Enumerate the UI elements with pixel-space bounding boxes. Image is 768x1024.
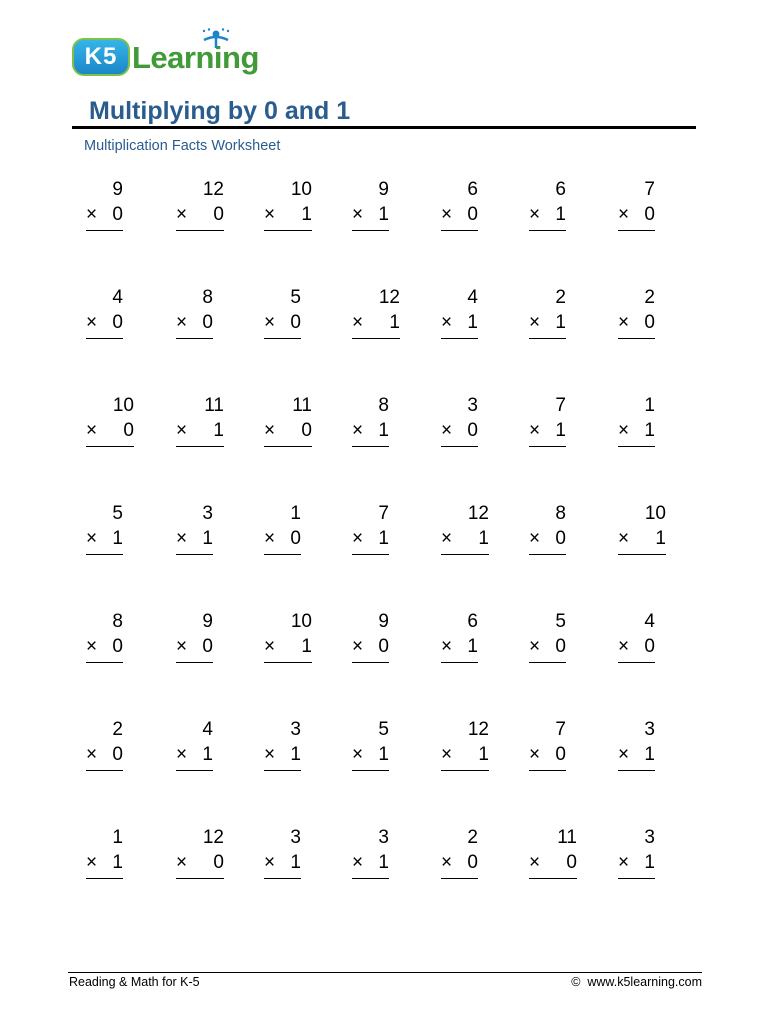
multiplicand: 8 bbox=[555, 503, 566, 524]
multiply-sign: × bbox=[352, 636, 364, 657]
answer-line bbox=[529, 338, 566, 339]
problem bbox=[176, 718, 213, 788]
answer-line bbox=[264, 554, 301, 555]
multiplicand: 8 bbox=[202, 287, 213, 308]
multiplicand: 3 bbox=[202, 503, 213, 524]
problem bbox=[529, 286, 566, 356]
problem bbox=[176, 178, 224, 248]
multiplicand: 4 bbox=[112, 287, 123, 308]
multiply-sign: × bbox=[441, 852, 453, 873]
multiplicand: 2 bbox=[644, 287, 655, 308]
multiplicand: 11 bbox=[204, 395, 224, 416]
multiplicand: 7 bbox=[378, 503, 389, 524]
multiplicand: 12 bbox=[202, 827, 224, 848]
answer-line bbox=[618, 878, 655, 879]
multiplier: 0 bbox=[123, 420, 134, 441]
multiply-sign: × bbox=[529, 420, 541, 441]
multiplier: 0 bbox=[301, 420, 312, 441]
multiplier: 1 bbox=[301, 636, 312, 657]
multiply-sign: × bbox=[529, 636, 541, 657]
multiplier: 0 bbox=[112, 312, 123, 333]
problem bbox=[618, 286, 655, 356]
multiplier: 0 bbox=[290, 312, 301, 333]
problem bbox=[441, 826, 478, 896]
multiply-sign: × bbox=[176, 312, 188, 333]
problem bbox=[86, 286, 123, 356]
multiply-sign: × bbox=[529, 312, 541, 333]
answer-line bbox=[176, 230, 224, 231]
multiplicand: 2 bbox=[112, 719, 123, 740]
problem bbox=[176, 502, 213, 572]
answer-line bbox=[441, 446, 478, 447]
problem bbox=[352, 394, 389, 464]
problem bbox=[86, 394, 134, 464]
answer-line bbox=[441, 770, 489, 771]
multiplicand: 3 bbox=[467, 395, 478, 416]
multiplicand: 12 bbox=[378, 287, 400, 308]
answer-line bbox=[176, 446, 224, 447]
multiplier: 0 bbox=[202, 636, 213, 657]
multiplier: 1 bbox=[555, 420, 566, 441]
multiply-sign: × bbox=[352, 528, 364, 549]
answer-line bbox=[529, 662, 566, 663]
multiplier: 1 bbox=[655, 528, 666, 549]
multiplier: 0 bbox=[566, 852, 577, 873]
footer-divider bbox=[68, 972, 702, 973]
answer-line bbox=[86, 230, 123, 231]
multiplicand: 9 bbox=[202, 611, 213, 632]
problem bbox=[618, 610, 655, 680]
multiplier: 1 bbox=[478, 528, 489, 549]
multiplicand: 11 bbox=[292, 395, 312, 416]
answer-line bbox=[529, 770, 566, 771]
answer-line bbox=[618, 662, 655, 663]
problem bbox=[352, 826, 389, 896]
multiply-sign: × bbox=[441, 420, 453, 441]
multiplier: 1 bbox=[478, 744, 489, 765]
problem bbox=[618, 718, 655, 788]
problem bbox=[441, 286, 478, 356]
answer-line bbox=[529, 554, 566, 555]
multiply-sign: × bbox=[86, 312, 98, 333]
answer-line bbox=[264, 662, 312, 663]
multiply-sign: × bbox=[176, 420, 188, 441]
answer-line bbox=[352, 338, 400, 339]
problem bbox=[264, 826, 301, 896]
multiplier: 1 bbox=[213, 420, 224, 441]
problem bbox=[529, 394, 566, 464]
multiply-sign: × bbox=[618, 744, 630, 765]
multiplicand: 2 bbox=[555, 287, 566, 308]
answer-line bbox=[618, 230, 655, 231]
multiplicand: 7 bbox=[555, 719, 566, 740]
multiplier: 0 bbox=[213, 852, 224, 873]
answer-line bbox=[441, 230, 478, 231]
answer-line bbox=[264, 446, 312, 447]
multiplicand: 3 bbox=[378, 827, 389, 848]
problem bbox=[264, 610, 312, 680]
multiplier: 1 bbox=[389, 312, 400, 333]
multiply-sign: × bbox=[264, 204, 276, 225]
answer-line bbox=[352, 554, 389, 555]
multiplicand: 12 bbox=[202, 179, 224, 200]
multiply-sign: × bbox=[618, 312, 630, 333]
logo-wordmark: Learning bbox=[132, 40, 259, 75]
answer-line bbox=[264, 878, 301, 879]
multiply-sign: × bbox=[86, 852, 98, 873]
multiplier: 0 bbox=[644, 312, 655, 333]
problem bbox=[352, 286, 400, 356]
multiply-sign: × bbox=[618, 852, 630, 873]
answer-line bbox=[86, 554, 123, 555]
multiplier: 1 bbox=[555, 312, 566, 333]
multiplicand: 10 bbox=[112, 395, 134, 416]
multiply-sign: × bbox=[86, 528, 98, 549]
multiply-sign: × bbox=[441, 312, 453, 333]
multiply-sign: × bbox=[176, 204, 188, 225]
multiplier: 1 bbox=[555, 204, 566, 225]
multiplicand: 3 bbox=[290, 827, 301, 848]
multiplicand: 8 bbox=[112, 611, 123, 632]
multiply-sign: × bbox=[441, 204, 453, 225]
multiplicand: 5 bbox=[378, 719, 389, 740]
multiplicand: 6 bbox=[555, 179, 566, 200]
multiplicand: 9 bbox=[378, 179, 389, 200]
multiply-sign: × bbox=[264, 744, 276, 765]
multiplier: 1 bbox=[378, 852, 389, 873]
answer-line bbox=[352, 446, 389, 447]
multiply-sign: × bbox=[264, 636, 276, 657]
answer-line bbox=[176, 554, 213, 555]
answer-line bbox=[264, 770, 301, 771]
multiplier: 1 bbox=[202, 528, 213, 549]
problem bbox=[352, 178, 389, 248]
answer-line bbox=[176, 662, 213, 663]
footer-copyright: © www.k5learning.com bbox=[571, 975, 702, 989]
problem bbox=[264, 502, 301, 572]
multiply-sign: × bbox=[264, 420, 276, 441]
answer-line bbox=[352, 770, 389, 771]
problem bbox=[441, 394, 478, 464]
problem bbox=[441, 502, 489, 572]
multiply-sign: × bbox=[176, 852, 188, 873]
multiplicand: 1 bbox=[644, 395, 655, 416]
multiplier: 1 bbox=[290, 852, 301, 873]
multiplier: 1 bbox=[644, 420, 655, 441]
answer-line bbox=[264, 338, 301, 339]
problem bbox=[352, 718, 389, 788]
multiplier: 0 bbox=[555, 528, 566, 549]
multiplicand: 6 bbox=[467, 179, 478, 200]
multiplier: 0 bbox=[202, 312, 213, 333]
problem bbox=[264, 394, 312, 464]
multiply-sign: × bbox=[352, 312, 364, 333]
multiplicand: 4 bbox=[202, 719, 213, 740]
multiply-sign: × bbox=[264, 312, 276, 333]
multiply-sign: × bbox=[618, 528, 630, 549]
problem bbox=[441, 178, 478, 248]
answer-line bbox=[529, 446, 566, 447]
problem bbox=[618, 178, 655, 248]
multiplier: 0 bbox=[112, 204, 123, 225]
multiplier: 1 bbox=[378, 204, 389, 225]
multiply-sign: × bbox=[86, 636, 98, 657]
multiplier: 1 bbox=[301, 204, 312, 225]
answer-line bbox=[352, 878, 389, 879]
multiply-sign: × bbox=[529, 204, 541, 225]
answer-line bbox=[618, 446, 655, 447]
answer-line bbox=[618, 338, 655, 339]
problem bbox=[264, 286, 301, 356]
multiplicand: 12 bbox=[467, 719, 489, 740]
problem bbox=[86, 826, 123, 896]
multiplicand: 7 bbox=[555, 395, 566, 416]
multiplicand: 5 bbox=[290, 287, 301, 308]
multiply-sign: × bbox=[264, 528, 276, 549]
answer-line bbox=[529, 230, 566, 231]
answer-line bbox=[86, 662, 123, 663]
multiplicand: 10 bbox=[290, 179, 312, 200]
problem bbox=[176, 826, 224, 896]
multiply-sign: × bbox=[352, 852, 364, 873]
multiplicand: 1 bbox=[290, 503, 301, 524]
multiply-sign: × bbox=[86, 420, 98, 441]
multiplier: 0 bbox=[555, 744, 566, 765]
problem bbox=[529, 178, 566, 248]
problem bbox=[352, 502, 389, 572]
multiplier: 1 bbox=[112, 852, 123, 873]
multiplier: 1 bbox=[378, 528, 389, 549]
multiplicand: 8 bbox=[378, 395, 389, 416]
multiply-sign: × bbox=[86, 744, 98, 765]
multiplicand: 5 bbox=[112, 503, 123, 524]
problem bbox=[441, 610, 478, 680]
problem bbox=[618, 394, 655, 464]
answer-line bbox=[176, 770, 213, 771]
multiplier: 1 bbox=[202, 744, 213, 765]
problem bbox=[86, 718, 123, 788]
multiplicand: 7 bbox=[644, 179, 655, 200]
multiply-sign: × bbox=[529, 528, 541, 549]
multiplicand: 4 bbox=[644, 611, 655, 632]
answer-line bbox=[529, 878, 577, 879]
problem bbox=[618, 502, 666, 572]
problem bbox=[441, 718, 489, 788]
multiply-sign: × bbox=[352, 420, 364, 441]
answer-line bbox=[441, 662, 478, 663]
multiply-sign: × bbox=[352, 204, 364, 225]
problem bbox=[529, 502, 566, 572]
multiplier: 0 bbox=[467, 852, 478, 873]
problem bbox=[529, 826, 577, 896]
multiply-sign: × bbox=[441, 636, 453, 657]
multiplier: 1 bbox=[644, 744, 655, 765]
problem bbox=[264, 178, 312, 248]
multiplicand: 3 bbox=[644, 827, 655, 848]
multiplicand: 6 bbox=[467, 611, 478, 632]
multiply-sign: × bbox=[441, 528, 453, 549]
multiplier: 1 bbox=[378, 744, 389, 765]
multiplier: 0 bbox=[467, 420, 478, 441]
problem bbox=[176, 610, 213, 680]
problem bbox=[176, 394, 224, 464]
answer-line bbox=[618, 770, 655, 771]
multiplier: 0 bbox=[378, 636, 389, 657]
answer-line bbox=[86, 446, 134, 447]
problem bbox=[86, 502, 123, 572]
multiplicand: 4 bbox=[467, 287, 478, 308]
multiply-sign: × bbox=[176, 528, 188, 549]
problem bbox=[86, 178, 123, 248]
answer-line bbox=[86, 770, 123, 771]
multiplier: 0 bbox=[112, 636, 123, 657]
multiplier: 0 bbox=[644, 636, 655, 657]
answer-line bbox=[352, 662, 389, 663]
multiply-sign: × bbox=[176, 744, 188, 765]
problem bbox=[529, 610, 566, 680]
multiplier: 0 bbox=[290, 528, 301, 549]
multiplicand: 3 bbox=[290, 719, 301, 740]
answer-line bbox=[86, 878, 123, 879]
multiply-sign: × bbox=[529, 852, 541, 873]
multiply-sign: × bbox=[441, 744, 453, 765]
multiplicand: 1 bbox=[112, 827, 123, 848]
answer-line bbox=[352, 230, 389, 231]
multiply-sign: × bbox=[618, 636, 630, 657]
multiply-sign: × bbox=[618, 204, 630, 225]
answer-line bbox=[176, 338, 213, 339]
multiplier: 1 bbox=[467, 312, 478, 333]
multiply-sign: × bbox=[176, 636, 188, 657]
multiply-sign: × bbox=[529, 744, 541, 765]
answer-line bbox=[441, 878, 478, 879]
multiplier: 1 bbox=[290, 744, 301, 765]
multiplicand: 9 bbox=[112, 179, 123, 200]
problem bbox=[86, 610, 123, 680]
multiply-sign: × bbox=[264, 852, 276, 873]
worksheet-title: Multiplying by 0 and 1 bbox=[89, 97, 351, 125]
multiplicand: 3 bbox=[644, 719, 655, 740]
multiply-sign: × bbox=[86, 204, 98, 225]
multiplier: 0 bbox=[467, 204, 478, 225]
multiply-sign: × bbox=[352, 744, 364, 765]
multiplier: 0 bbox=[644, 204, 655, 225]
multiplier: 1 bbox=[644, 852, 655, 873]
answer-line bbox=[176, 878, 224, 879]
multiplier: 0 bbox=[555, 636, 566, 657]
multiplier: 0 bbox=[213, 204, 224, 225]
problem bbox=[176, 286, 213, 356]
answer-line bbox=[264, 230, 312, 231]
multiplicand: 5 bbox=[555, 611, 566, 632]
multiplicand: 10 bbox=[290, 611, 312, 632]
answer-line bbox=[618, 554, 666, 555]
multiplicand: 10 bbox=[644, 503, 666, 524]
multiplicand: 9 bbox=[378, 611, 389, 632]
problem bbox=[618, 826, 655, 896]
problem bbox=[352, 610, 389, 680]
logo-mark: K5 bbox=[84, 43, 118, 70]
answer-line bbox=[441, 554, 489, 555]
worksheet-subtitle: Multiplication Facts Worksheet bbox=[84, 138, 281, 154]
problem bbox=[529, 718, 566, 788]
footer-tagline: Reading & Math for K-5 bbox=[69, 975, 200, 989]
multiply-sign: × bbox=[618, 420, 630, 441]
multiplier: 1 bbox=[378, 420, 389, 441]
problem bbox=[264, 718, 301, 788]
multiplicand: 12 bbox=[467, 503, 489, 524]
multiplier: 0 bbox=[112, 744, 123, 765]
multiplier: 1 bbox=[112, 528, 123, 549]
multiplicand: 2 bbox=[467, 827, 478, 848]
answer-line bbox=[86, 338, 123, 339]
multiplicand: 11 bbox=[557, 827, 577, 848]
multiplier: 1 bbox=[467, 636, 478, 657]
answer-line bbox=[441, 338, 478, 339]
